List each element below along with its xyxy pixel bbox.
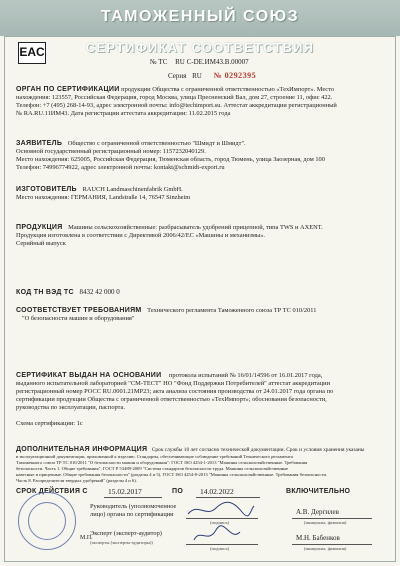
head-caption-sig: (подпись): [210, 520, 230, 525]
manufacturer-label: ИЗГОТОВИТЕЛЬ: [16, 186, 77, 193]
expert-signature-scribble: [190, 524, 250, 546]
manufacturer-line-1: [16, 186, 183, 194]
basis-line-5: руководства по эксплуатации, паспорта.: [16, 404, 125, 411]
applicant-line-1: [16, 140, 246, 148]
organ-label: ОРГАН ПО СЕРТИФИКАЦИИ: [16, 86, 120, 93]
head-role-2: лицо) органа по сертификации: [90, 511, 174, 518]
validity-from-underline: [104, 497, 162, 498]
expert-caption-sig: (подпись): [210, 546, 230, 551]
requirements-line-2: "О безопасности машин и оборудования": [22, 315, 135, 322]
union-banner: [0, 0, 400, 36]
applicant-text-1: Общество с ограниченной ответственностью "Шмидт и Шмидт".: [67, 140, 246, 147]
validity-to-underline: [196, 497, 260, 498]
requirements-label: СООТВЕТСТВУЕТ ТРЕБОВАНИЯМ: [16, 307, 142, 314]
additional-line-2: в эксплуатационной документации, приложенной к изделию. Стандарты, обеспечивающие соблюдение требований Технического регламента: [16, 454, 293, 459]
applicant-line-2: Основной государственный регистрационный номер: 1157232040129.: [16, 148, 206, 155]
organ-line-4: № RA.RU.11ИМ43. Дата регистрации аттестата аккредитации: 11.02.2015 года: [16, 110, 231, 117]
additional-label: ДОПОЛНИТЕЛЬНАЯ ИНФОРМАЦИЯ: [16, 446, 148, 453]
expert-role-2: (эксперты (эксперты-аудиторы)): [90, 540, 153, 545]
additional-line-6: Часть 8. Распределители твердых удобрений" (разделы 4 и 6).: [16, 478, 137, 483]
seal-stamp: [18, 492, 76, 550]
certificate-number-line: [150, 58, 249, 66]
additional-line-5: навесные и прицепные. Общие требования безопасности" (разделы 4 и 5), ГОСТ ISO 4254-8-2013 "Машины сельскохозяйственные. Требования безопасности.: [16, 472, 328, 477]
expert-role-1: Эксперт (эксперт-аудитор): [90, 530, 162, 537]
head-signature-scribble: [186, 500, 256, 520]
organ-line-3: Телефон: +7 (495) 268-14-93, адрес электронной почты: info@techimport.su. Аттестат аккредитации регистрационный: [16, 102, 337, 109]
tnved-value: 8432 42 000 0: [79, 288, 120, 296]
additional-text-1: Срок службы 10 лет согласно технической документации. Срок и условия хранения указаны: [151, 447, 365, 453]
tnved-line: [16, 288, 120, 297]
expert-name: М.Н. Бабенков: [296, 534, 340, 542]
applicant-line-4: Телефон: 74996774922, адрес электронной почты: kontakt@schmidt-export.ru: [16, 164, 225, 171]
head-role-1: Руководитель (уполномоченное: [90, 503, 177, 510]
requirements-line-1: [16, 307, 316, 315]
manufacturer-text-1: RAUCH Landmaschinenfabrik GmbH.: [82, 186, 183, 193]
head-name: А.В. Дергилев: [296, 508, 339, 516]
organ-text-1: продукции Общества с ограниченной ответственностью «ТехИмпорт». Место: [121, 86, 335, 93]
stamp-label: М.П.: [80, 535, 93, 541]
series-value: RU: [192, 72, 202, 80]
seal-stamp-inner: [28, 502, 66, 540]
product-label: ПРОДУКЦИЯ: [16, 224, 63, 231]
eac-mark: EAC: [19, 45, 45, 59]
validity-from: 15.02.2017: [108, 487, 142, 496]
validity-to-label-text: ПО: [172, 488, 184, 495]
applicant-line-3: Место нахождения: 625005, Российская Федерация, Тюменская область, город Тюмень, улица Заозерная, дом 100: [16, 156, 325, 163]
additional-line-1: [16, 447, 364, 454]
basis-line-4: сертификации продукции Общества с ограниченной ответственностью «ТехИмпорт»; обоснования безопасности,: [16, 396, 327, 403]
product-text-1: Машины сельскохозяйственные: разбрасыватель удобрений прицепной, типа TWS и AXENT.: [68, 224, 323, 231]
manufacturer-line-2: Место нахождения: ГЕРМАНИЯ, Landstraße 14, 76547 Sinzheim: [16, 194, 191, 201]
basis-label: СЕРТИФИКАТ ВЫДАН НА ОСНОВАНИИ: [16, 372, 162, 379]
applicant-label: ЗАЯВИТЕЛЬ: [16, 140, 63, 147]
series-label: Серия: [168, 72, 187, 80]
number-prefix: № ТС: [150, 58, 168, 66]
validity-to: 14.02.2022: [200, 487, 234, 496]
additional-line-3: Таможенного союза ТР ТС 010/2011 "О безопасности машин и оборудования": ГОСТ ISO 4254-1-2013 "Машины сельскохозяйственные. Требования: [16, 460, 308, 465]
tnved-label: КОД ТН ВЭД ТС: [16, 289, 74, 296]
organ-line-2: нахождения: 123557, Российская Федерация, город Москва, улица Пресненский Вал, дом 27, строение 11, офис 422.: [16, 94, 333, 101]
additional-line-4: безопасности. Часть 1. Общие требования", ГОСТ Р 53489-2009 "Система стандартов безопасности труда. Машины сельскохозяйственные: [16, 466, 289, 471]
head-caption-name: (инициалы, фамилия): [304, 520, 347, 525]
validity-inclusive: [286, 488, 350, 496]
series-number: № 0292395: [213, 71, 257, 80]
basis-line-6: Схема сертификации: 1с: [16, 420, 83, 427]
basis-line-1: [16, 372, 322, 380]
basis-text-1: протокола испытаний № 16/01/14596 от 16.01.2017 года,: [169, 372, 323, 379]
requirements-text-1: Технического регламента Таможенного союза ТР ТС 010/2011: [147, 307, 317, 314]
organ-line-1: [16, 86, 334, 94]
number-value: RU C-DE.ИМ43.B.00007: [175, 58, 249, 66]
union-title: ТАМОЖЕННЫЙ СОЮЗ: [100, 8, 300, 25]
series-line: [168, 72, 256, 80]
basis-line-3: регистрационный номер РОСС RU.0001.21МР23; акта анализа состояния производства от 24.01.2017 года органа по: [16, 388, 334, 395]
validity-label: СРОК ДЕЙСТВИЯ С: [16, 488, 88, 495]
validity-inclusive-text: ВКЛЮЧИТЕЛЬНО: [286, 488, 351, 495]
certificate-title: СЕРТИФИКАТ СООТВЕТСТВИЯ: [85, 40, 315, 55]
basis-line-2: выданного испытательной лабораторией "СМ-ТЕСТ" НО "Фонд Поддержки Потребителей" аттестат аккредитации: [16, 380, 331, 387]
product-line-1: [16, 224, 323, 232]
product-line-2: Продукция изготовлена в соответствии с Директивой 2006/42/ЕС «Машины и механизмы».: [16, 232, 265, 239]
validity-to-label: [172, 488, 183, 496]
expert-caption-name: (инициалы, фамилия): [304, 546, 347, 551]
product-line-3: Серийный выпуск: [16, 240, 66, 247]
